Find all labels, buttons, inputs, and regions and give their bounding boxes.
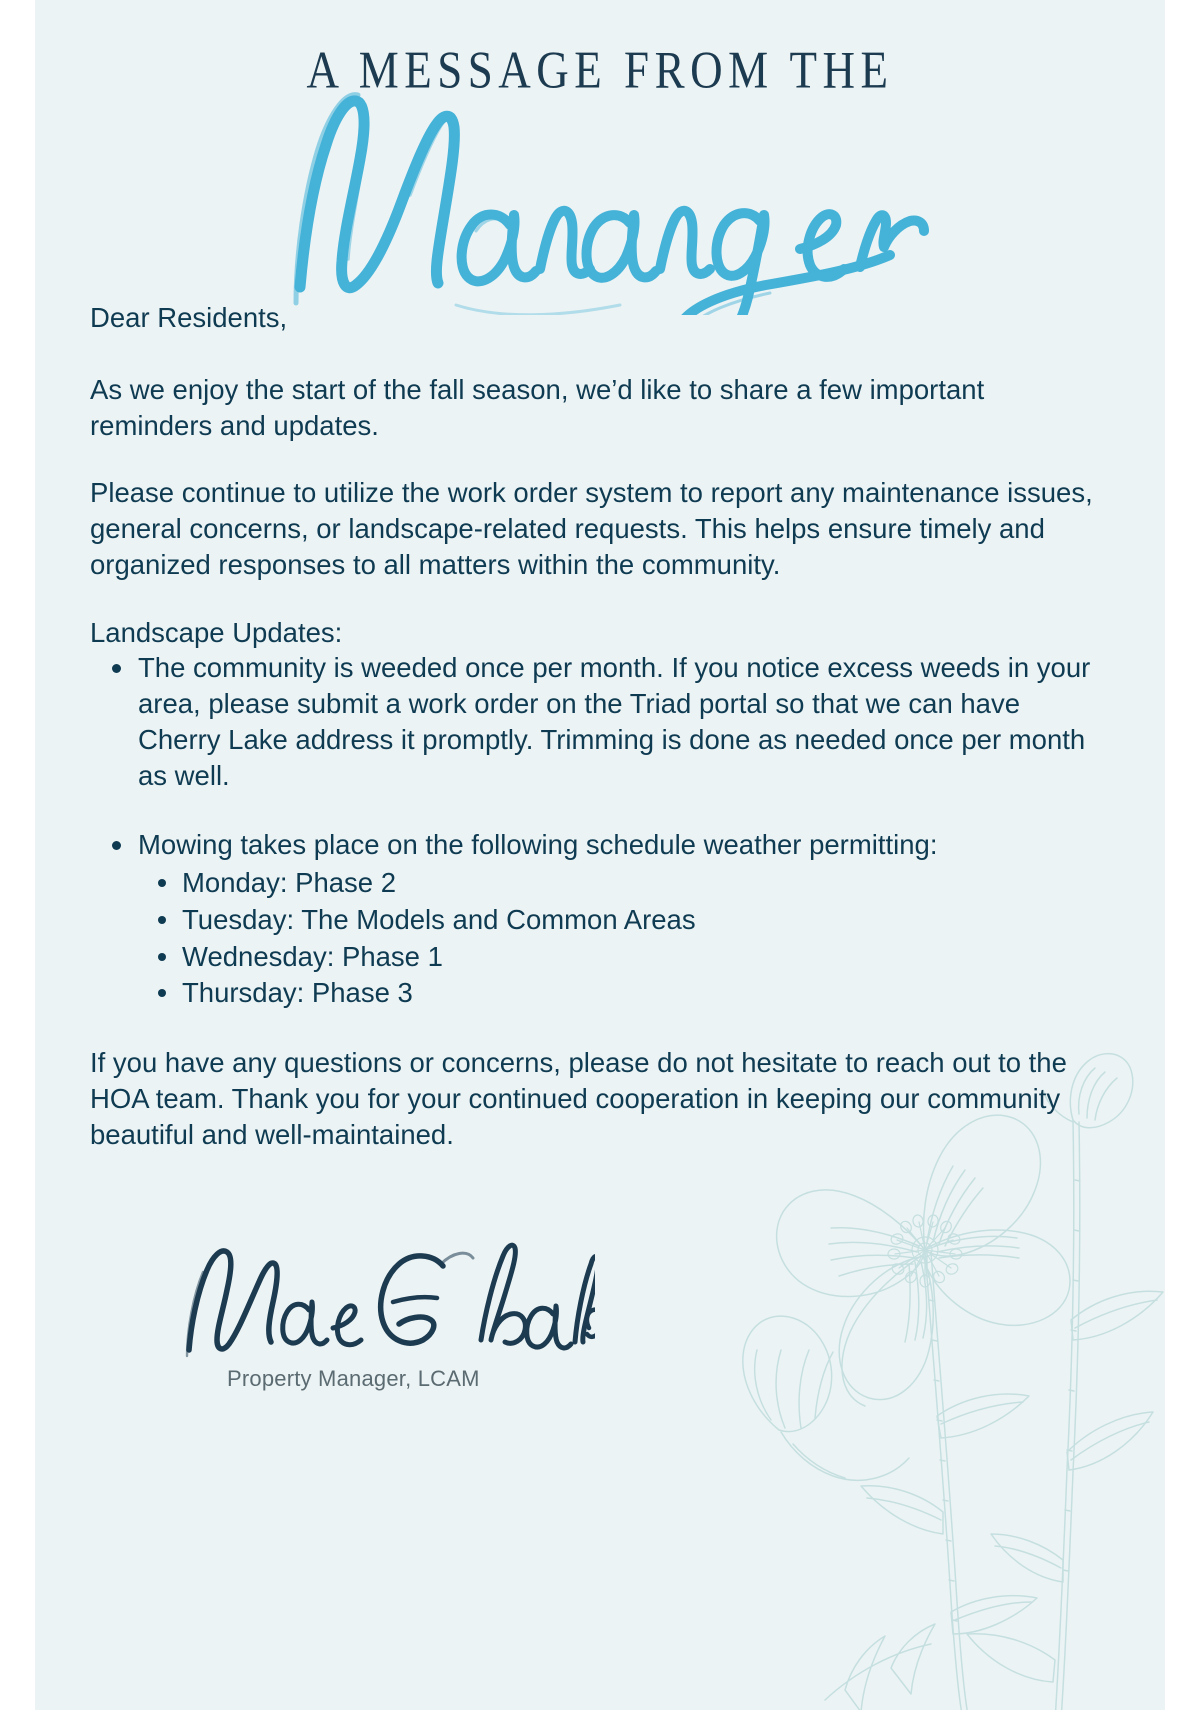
- list-item: [138, 902, 1110, 938]
- salutation: Dear Residents,: [90, 302, 288, 333]
- list-item: [138, 939, 1110, 975]
- mowing-schedule-list: [138, 865, 1110, 1011]
- bullet-text: The community is weeded once per month. If you notice excess weeds in your area, please submit a work order on the Triad portal so that we can have Cherry Lake address it promptly. Trimming is done as needed once per month as well.: [138, 652, 1091, 791]
- manager-script-art: [260, 55, 940, 315]
- letter-page: [35, 0, 1165, 1710]
- letter-body: [35, 300, 1165, 1152]
- paragraph-2: Please continue to utilize the work order system to report any maintenance issues, general concerns, or landscape-related requests. This helps ensure timely and organized responses to all matters within the community.: [90, 477, 1093, 580]
- list-item: [138, 865, 1110, 901]
- closing-paragraph: If you have any questions or concerns, please do not hesitate to reach out to the HOA team. Thank you for your continued cooperation in keeping our community beautiful and well-maintained.: [90, 1047, 1067, 1150]
- schedule-wednesday: Wednesday: Phase 1: [182, 940, 443, 972]
- list-item: [90, 650, 1110, 793]
- signature-title: Property Manager, LCAM: [227, 1366, 480, 1392]
- list-item: [138, 975, 1110, 1011]
- paragraph-1: As we enjoy the start of the fall season, we’d like to share a few important reminders and updates.: [90, 373, 985, 441]
- letter-header: [35, 0, 1165, 300]
- landscape-updates-list: [90, 650, 1110, 1011]
- signature-block: [35, 1230, 1165, 1392]
- list-item: [90, 827, 1110, 1011]
- schedule-monday: Monday: Phase 2: [182, 867, 397, 898]
- section-heading-landscape-updates: Landscape Updates:: [90, 616, 343, 648]
- bullet-text: Mowing takes place on the following schedule weather permitting:: [138, 829, 938, 861]
- schedule-tuesday: Tuesday: The Models and Common Areas: [182, 903, 696, 935]
- signature-mae-ebalo: [175, 1230, 595, 1360]
- header-script-title: [35, 55, 1165, 315]
- schedule-thursday: Thursday: Phase 3: [182, 977, 413, 1009]
- header-eyebrow: A MESSAGE FROM THE: [306, 40, 894, 100]
- header-script-title-wrap: [35, 83, 1165, 313]
